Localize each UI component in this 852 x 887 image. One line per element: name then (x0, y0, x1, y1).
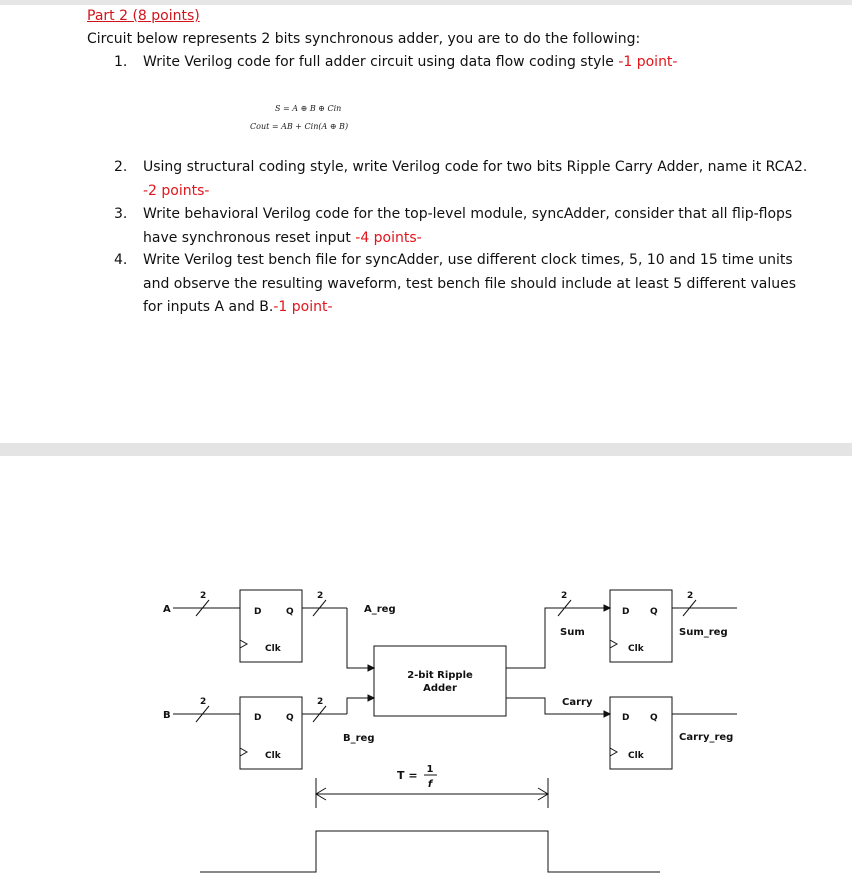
ff-b-q: Q (286, 713, 294, 723)
ff-carry-d: D (622, 713, 630, 723)
label-a-reg: A_reg (364, 604, 396, 615)
ff-carry-clk: Clk (628, 751, 644, 761)
circuit-diagram (0, 456, 852, 887)
item-number: 3. (114, 206, 128, 222)
adder-label-2: Adder (423, 683, 457, 694)
label-a: A (163, 604, 171, 615)
bus-width-aq: 2 (317, 591, 324, 601)
period-numerator: 1 (426, 764, 434, 775)
item-number: 1. (114, 54, 128, 70)
ff-a-clk: Clk (265, 644, 281, 654)
bus-width-bq: 2 (317, 697, 324, 707)
item-text: Write Verilog test bench file for syncAdder, use different clock times, 5, 10 and 15 time units and observe the resulting waveform, test bench file should include at least 5 different values for inputs A and B.-1 point- (143, 252, 796, 315)
bus-width-sumreg: 2 (687, 591, 694, 601)
item-text: Using structural coding style, write Verilog code for two bits Ripple Carry Adder, name it RCA2. -2 points- (143, 159, 808, 199)
item-number: 2. (114, 159, 128, 175)
top-border (0, 0, 852, 5)
ff-sum-clk: Clk (628, 644, 644, 654)
item-points: -1 point- (618, 54, 678, 70)
label-sum-reg: Sum_reg (679, 627, 728, 638)
item-points: -4 points- (355, 229, 422, 246)
bus-width-a: 2 (200, 591, 207, 601)
label-b: B (163, 710, 171, 721)
period-label: T = (397, 769, 418, 782)
ff-carry-q: Q (650, 713, 658, 723)
ff-b-d: D (254, 713, 262, 723)
item-points: -2 points- (143, 182, 210, 199)
ff-sum-q: Q (650, 607, 658, 617)
intro-text: Circuit below represents 2 bits synchronous adder, you are to do the following: (87, 31, 641, 47)
label-carry: Carry (562, 697, 593, 708)
item-points: -1 point- (273, 299, 333, 315)
item-text: Write behavioral Verilog code for the top-level module, syncAdder, consider that all flip-flops have synchronous reset input -4 points- (143, 206, 793, 246)
ripple-adder (374, 646, 506, 716)
ff-a-d: D (254, 607, 262, 617)
part-heading: Part 2 (8 points) (87, 8, 200, 24)
ff-a-q: Q (286, 607, 294, 617)
ff-sum-d: D (622, 607, 630, 617)
page-separator (0, 443, 852, 456)
clock-waveform (200, 831, 660, 872)
label-carry-reg: Carry_reg (679, 732, 734, 743)
item-text: Write Verilog code for full adder circuit using data flow coding style -1 point- (143, 54, 678, 70)
adder-label-1: 2-bit Ripple (407, 670, 473, 681)
carry-equation: Cout = AB + Cin(A ⊕ B) (250, 122, 349, 131)
bus-width-sum: 2 (561, 591, 568, 601)
period-denominator: f (427, 779, 433, 790)
label-b-reg: B_reg (343, 733, 375, 744)
sum-equation: S = A ⊕ B ⊕ Cin (275, 104, 342, 113)
ff-b-clk: Clk (265, 751, 281, 761)
bus-width-b: 2 (200, 697, 207, 707)
item-number: 4. (114, 252, 128, 268)
label-sum: Sum (560, 627, 585, 638)
